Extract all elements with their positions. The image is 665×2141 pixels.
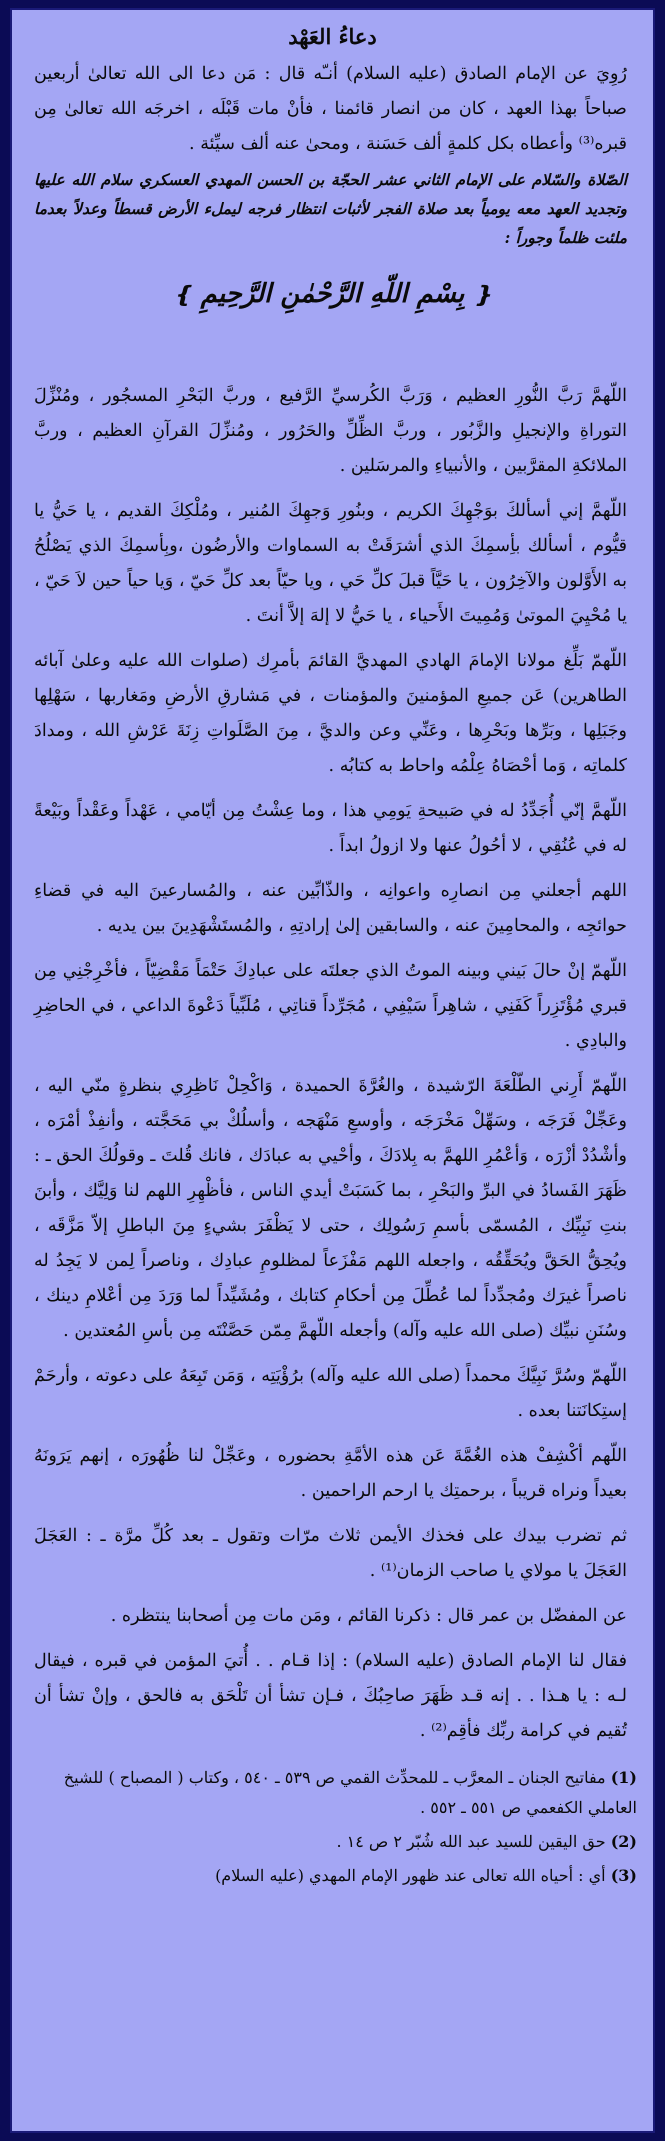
basmala-text: بِسْمِ اللّهِ الرَّحْمٰنِ الرَّحِيمِ xyxy=(200,279,465,309)
body-paragraph: اللّهمَّ إنّي أُجَدِّدُ له في صَبيحةِ يَومِي هذا ، وما عِشْتُ مِن أيّامي ، عَهْداً وعَقْداً وبَيْعةً له في عُنُقِي ، لا أحُولُ عنها ولا ازولُ ابداً . xyxy=(34,801,627,856)
body-paragraph: اللّهمّ إنْ حالَ بَيني وبينه الموتُ الذي جعلتَه على عبادِكَ حَتْمَاً مَقْضِيّاً ، فأخْرِجْنِي مِن قبري مُؤْتَزِراً كَفَنِي ، شاهِراً سَيْفِي ، مُجَرِّداً قناتِي ، مُلَبِّياً دَعْوةَ الداعي ، في الحاضِرِ والبادِي . xyxy=(34,961,627,1051)
page-title: دعاءُ العَهْد xyxy=(288,24,377,49)
footnote-number: (1) xyxy=(610,1768,637,1787)
body-paragraph: اللّهمّ وسُرَّ نَبِيَّكَ محمداً (صلى الله عليه وآله) برُؤْيَتِه ، وَمَن تَبِعَهُ على دعوته ، وأرحَمْ إستِكانَتنا بعده . xyxy=(34,1366,627,1421)
body-paragraph: اللّهم أكْشِفْ هذه الغُمَّةَ عَن هذه الأمَّةِ بحضوره ، وعَجِّلْ لنا ظُهُورَه ، إنهم يَرَونَهُ بعيداً ونراه قريباً ، برحمتِك يا ارحم الراحمين . xyxy=(34,1446,627,1501)
body-paragraph: اللّهمَّ إني أسألكَ بوَجْهِكَ الكريم ، وبنُورِ وَجهِكَ المُنير ، ومُلْكِكَ القديم ، يا حَيُّ يا قيُّوم ، أسألك بأِسمِكَ الذي أشرَقَتْ به السماوات والأرضُون ،وبِأسمِكَ الذي يَصْلُحُ به الأَوَّلون والآخِرُون ، يا حَيَّاً قبلَ كلِّ حَي ، ويا حيّاً بعد كلِّ حَيّ ، وَيا حياً حين لاَ حَيّ ، يا مُحْيِيَ الموتىٰ وَمُمِيتَ الأَحياء ، يا حَيُّ لا إلهَ إلاَّ أنتَ . xyxy=(34,501,627,626)
body-paragraph: عن المفضّل بن عمر قال : ذكرنا القائم ، ومَن مات مِن أصحابنا ينتظره . xyxy=(110,1606,627,1626)
footnote xyxy=(12,1827,653,1857)
body-paragraph: اللّهمّ أَرِني الطّلْعَةَ الرّشيدة ، والغُرَّةَ الحميدة ، وَاكْحِلْ نَاظِرِي بنظرةٍ منّي اليه ، وعَجِّلْ فَرَجَه ، وسَهِّلْ مَخْرَجَه ، وأوسعِ مَنْهَجه ، وأسلُكْ بي مَحَجَّته ، وأنفِذْ أمْرَه ، وأشْدُدْ أزْرَه ، وَأعْمُرِ اللهمَّ به بِلادَكَ ، وأحْيي به عبادَك ، فانك قُلتَ ـ وقولُكَ الحق ـ : ظَهَرَ الفَسادُ في البرِّ والبَحْرِ ، بما كَسَبَتْ أيدي الناس ، فأظْهِرِ اللهم لنا وَلِيَّك ، وأبنَ بنتِ نَبِيِّك ، المُسمّى بأسمِ رَسُولِك ، حتى لا يَظْفَرَ بشيءٍ مِنَ الباطلِ إلاّ مَزَّقَه ، ويُحِقُّ الحَقَّ ويُحَقِّقُه ، واجعله اللهم مَفْزَعاً لمظلومِ عبادِك ، وناصراً لِمن لا يَجِدُ له ناصراً غيرَك ومُجدِّداً لما عُطِّلَ مِن أحكامِ كتابك ، ومُشَيِّداً لما وَرَدَ مِن أعْلامِ دينك ، وسُنَنِ نبيِّك (صلى الله عليه وآله) وأجعله اللّهمَّ مِمّن حَصَّنْتَه مِن بأسِ المُعتدين . xyxy=(34,1076,627,1341)
ornament-right: ❴ xyxy=(473,282,492,308)
footnote-text: مفاتيح الجنان ـ المعرَّب ـ للمحدِّث القمي ص ٥٣٩ ـ ٥٤٠ ، وكتاب ( المصباح ) للشيخ العاملي الكفعمي ص ٥٥١ ـ ٥٥٢ . xyxy=(63,1768,637,1817)
footnotes xyxy=(12,1763,653,1891)
footnote-number: (3) xyxy=(610,1866,637,1885)
footnote xyxy=(12,1861,653,1891)
ornament-left: ❵ xyxy=(173,282,192,308)
salutation-paragraph: الصّلاة والسّلام على الإمام الثاني عشر الحجّة بن الحسن المهدي العسكري سلام الله عليها وتجديد العهد معه يومياً بعد صلاة الفجر لأثبات انتظار فرجه ليملء الأرض قسطاً وعدلاً بعدما ملئت ظلماً وجوراً : xyxy=(34,171,627,247)
basmala xyxy=(12,279,653,309)
supplication-body xyxy=(12,379,653,1749)
footnote-text: أي : أحياه الله تعالى عند ظهور الإمام المهدي (عليه السلام) xyxy=(215,1866,606,1885)
footnote-number: (2) xyxy=(610,1832,637,1851)
document-page xyxy=(10,8,655,2133)
body-paragraph: اللّهمّ بَلِّغ مولانا الإمامَ الهادي المهديَّ القائمَ بأمرِك (صلوات الله عليه وعلىٰ آبائه الطاهرين) عَن جميعِ المؤمنينَ والمؤمنات ، في مَشارقِ الأرضِ ومَغاربها ، سَهْلِها وجَبَلِها ، وبَرِّها وبَحْرِها ، وعَنِّي وعن والديَّ ، مِنَ الصَّلَواتِ زِنَةَ عَرْشِ الله ، ومدادَ كلماتِه ، وَما أحْصَاهُ عِلْمُه واحاط به كتابُه . xyxy=(34,651,627,776)
intro-paragraph: رُوِيَ عن الإمام الصادق (عليه السلام) أنـّه قال : مَن دعا الى الله تعالىٰ أربعين صباحاً بهذا العهد ، كان من انصار قائمنا ، فأنْ مات قَبْلَه ، اخرجَه الله تعالىٰ مِن قبره⁽³⁾ وأعطاه بكل كلمةٍ ألف حَسَنة ، ومحىٰ عنه ألف سيِّئة . xyxy=(34,64,627,154)
body-paragraph: اللّهمَّ رَبَّ النُّورِ العظيم ، وَرَبَّ الكُرسيِّ الرَّفيع ، وربَّ البَحْرِ المسجُور ، ومُنْزِّلَ التوراةِ والإنجيلِ والزَّبُور ، وربَّ الظِّلِّ والحَرُور ، ومُنزِّلَ القرآنِ العظيم ، وربَّ الملائكةِ المقرَّبين ، والأنبياءِ والمرسَلين . xyxy=(34,386,627,476)
footnote-text: حق اليقين للسيد عبد الله شُبّر ٢ ص ١٤ . xyxy=(336,1832,606,1851)
footnote xyxy=(12,1763,653,1823)
body-paragraph: فقال لنا الإمام الصادق (عليه السلام) : إذا قـام . . أُتيَ المؤمن في قبره ، فيقال لـه : يا هـذا . . إنه قـد ظَهَرَ صاحِبُكَ ، فـإن تشأ أن تَلْحَق به فالحق ، وإنْ تشأ أن تُقيم في كرامة ربِّك فأقِم⁽²⁾ . xyxy=(34,1651,627,1741)
body-paragraph: اللهم أجعلني مِن انصارِه واعوانِه ، والذّابِّين عنه ، والمُسارعينَ اليه في قضاءِ حوائجِه ، والمحامِينَ عنه ، والسابقين إلىٰ إرادتِهِ ، والمُستَشْهَدِينَ بين يديه . xyxy=(34,881,627,936)
body-paragraph: ثم تضرب بيدك على فخذك الأيمن ثلاث مرّات وتقول ـ بعد كُلِّ مرَّة ـ : العَجَلَ العَجَلَ يا مولاي يا صاحب الزمان⁽¹⁾ . xyxy=(34,1526,627,1581)
